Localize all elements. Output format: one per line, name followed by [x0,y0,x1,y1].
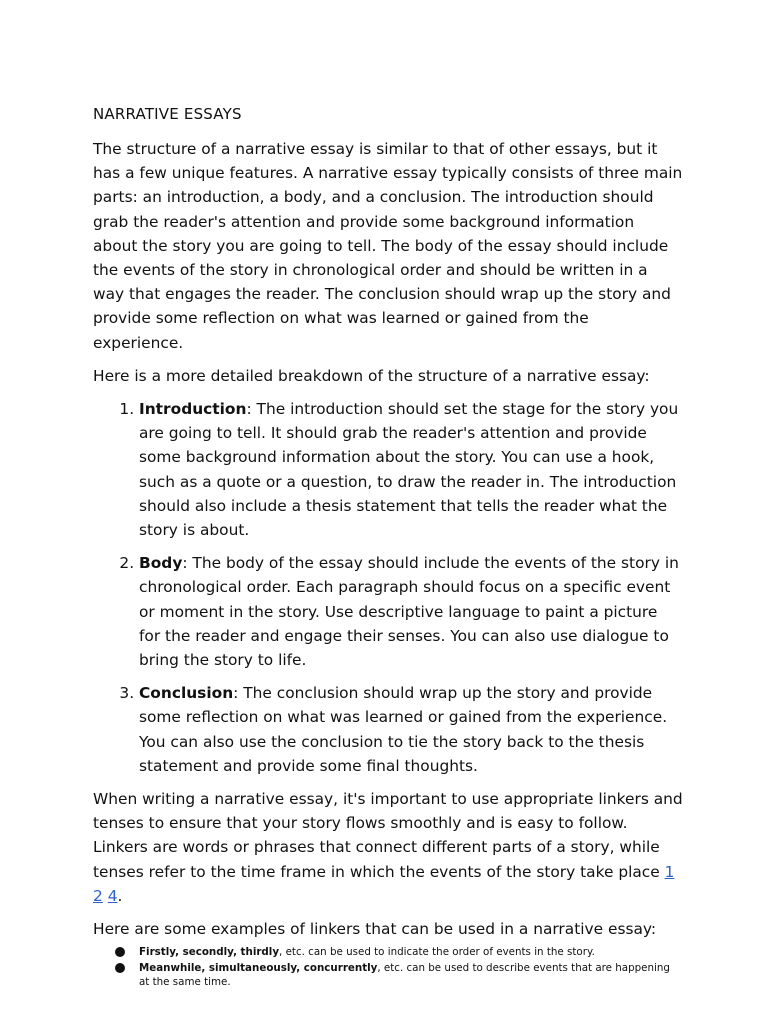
list-item-body [139,551,683,672]
breakdown-lead-paragraph: Here is a more detailed breakdown of the structure of a narrative essay: [93,366,650,385]
citation-end: . [117,886,123,905]
list-item [93,961,683,989]
linkers-paragraph-text: When writing a narrative essay, it's important to use appropriate linkers and tenses to ensure that your story flows smoothly and is easy to follow. Linkers are words or phrases that connect different parts of a story, while tenses refer to the time frame in which the events of the story take place [93,790,683,881]
citation-link-4[interactable]: 4 [107,886,118,905]
step-term: Conclusion [139,684,234,703]
step-term: Introduction [139,400,247,419]
example-term: Firstly, secondly, thirdly [139,946,280,959]
bullet-icon [115,947,125,957]
step-term: Body [139,554,183,573]
citation-link-1[interactable]: 1 [664,862,675,881]
list-item [93,945,683,959]
intro-paragraph: The structure of a narrative essay is similar to that of other essays, but it has a few unique features. A narrative essay typically consists of three main parts: an introduction, a body, and a conclusion. The introduction should grab the reader's attention and provide some background information about the story you are going to tell. The body of the essay should include the events of the story in chronological order and should be written in a way that engages the reader. The conclusion should wrap up the story and provide some reflection on what was learned or gained from the experience. [93,140,683,352]
list-item-conclusion [139,681,683,778]
bullet-icon [115,963,125,973]
step-text: : The introduction should set the stage for the story you are going to tell. It should grab the reader's attention and provide some background information about the story. You can use a hook, such as a quote or a question, to draw the reader in. The introduction should also include a thesis statement that tells the reader what the story is about. [139,400,679,540]
step-text: : The conclusion should wrap up the story and provide some reflection on what was learned or gained from the experience. You can also use the conclusion to tie the story back to the thesis statement and provide some final thoughts. [139,684,668,775]
example-term: Meanwhile, simultaneously, concurrently [139,962,378,975]
structure-steps-list [93,397,683,778]
citation-link-2[interactable]: 2 [93,886,103,905]
list-item-introduction [139,397,683,542]
step-text: : The body of the essay should include the events of the story in chronological order. Each paragraph should focus on a specific event or moment in the story. Use descriptive language to paint a picture for the reader and engage their senses. You can also use dialogue to bring the story to life. [139,554,679,670]
example-text: , etc. can be used to describe events that are happening at the same time. [139,962,670,989]
linkers-paragraph [93,787,683,908]
examples-lead-paragraph: Here are some examples of linkers that can be used in a narrative essay: [93,920,657,939]
example-text: , etc. can be used to indicate the order of events in the story. [279,946,595,959]
document-heading: NARRATIVE ESSAYS [93,105,242,123]
document-page [93,104,683,991]
linker-examples-list [93,945,683,989]
